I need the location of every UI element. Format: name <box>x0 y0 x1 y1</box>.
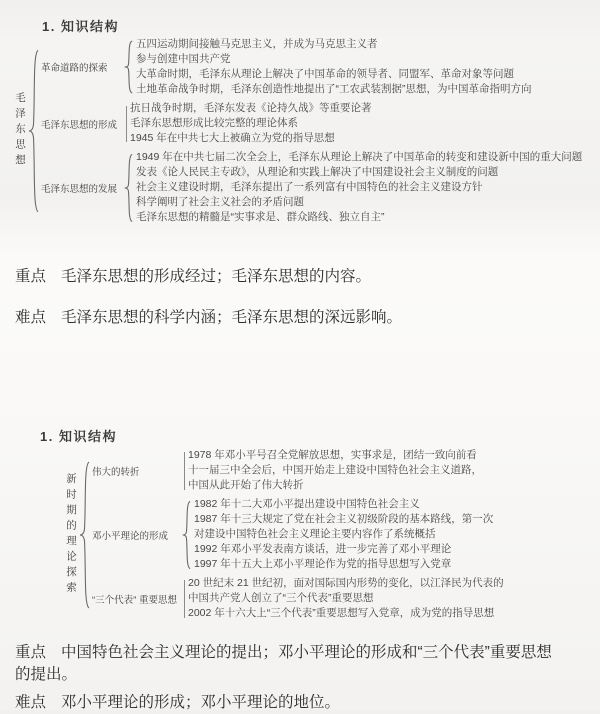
branch-label: “三个代表” 重要思想 <box>92 594 177 606</box>
curly-brace-glyph <box>78 459 90 611</box>
leaf-list <box>188 448 482 493</box>
branch-great-turning-point <box>92 448 504 493</box>
curly-brace-glyph <box>27 47 39 215</box>
tree-leaf: 1949 年在中共七届二次全会上，毛泽东从理论上解决了中国革命的转变和建设新中国的重大问题 <box>136 151 583 163</box>
tree-leaf: 中国共产党人创立了“三个代表”重要思想 <box>188 592 374 604</box>
difficult-point-label: 难点 <box>15 693 47 711</box>
knowledge-tree-mao <box>13 37 582 225</box>
curly-brace-glyph <box>181 500 191 570</box>
tree-leaf: 科学阐明了社会主义社会的矛盾问题 <box>136 196 304 208</box>
branch-brace <box>123 153 133 223</box>
difficult-point-text: 邓小平理论的形成；邓小平理论的地位。 <box>61 693 341 711</box>
leaf-list <box>130 101 372 146</box>
tree-leaf: 毛泽东思想形成比较完整的理论体系 <box>130 117 298 129</box>
tree-leaf: 大革命时期，毛泽东从理论上解决了中国革命的领导者、同盟军、革命对象等问题 <box>136 68 514 80</box>
curly-brace-glyph <box>123 153 133 223</box>
branch-list <box>92 448 504 621</box>
branch-connector-line <box>184 452 185 490</box>
tree-leaf: 1987 年十三大规定了党在社会主义初级阶段的基本路线，第一次 <box>194 513 494 525</box>
tree-leaf: 1997 年十五大上邓小平理论作为党的指导思想写入党章 <box>194 558 452 570</box>
branch-label: 邓小平理论的形成 <box>92 530 169 542</box>
leaf-list <box>136 150 582 225</box>
tree-leaf: 2002 年十六大上“三个代表”重要思想写入党章，成为党的指导思想 <box>188 607 495 619</box>
section2-heading: 1. 知识结构 <box>40 429 117 444</box>
branch-mao-thought-formation <box>41 101 582 146</box>
tree-leaf: 1992 年邓小平发表南方谈话，进一步完善了邓小平理论 <box>194 543 452 555</box>
key-point-paragraph <box>15 266 567 288</box>
tree-root-label: 新时期的理论探索 <box>65 472 77 597</box>
knowledge-tree-deng <box>64 448 504 621</box>
tree-leaf: 发表《论人民民主专政》，从理论和实践上解决了中国建设社会主义制度的问题 <box>136 166 499 178</box>
tree-leaf: 对建设中国特色社会主义理论主要内容作了系统概括 <box>194 528 436 540</box>
branch-revolutionary-road <box>41 37 582 97</box>
tree-leaf: 参与创建中国共产党 <box>136 53 231 65</box>
branch-connector-line <box>184 580 185 618</box>
branch-label: 伟大的转折 <box>92 466 140 478</box>
key-point-label: 重点 <box>15 643 47 661</box>
tree-leaf: 五四运动期间接触马克思主义，并成为马克思主义者 <box>136 38 378 50</box>
curly-brace-glyph <box>123 40 133 94</box>
tree-leaf: 社会主义建设时期，毛泽东提出了一系列富有中国特色的社会主义建设方针 <box>136 181 483 193</box>
branch-three-represents <box>92 576 504 621</box>
key-point-label: 重点 <box>15 267 47 285</box>
root-brace <box>27 47 39 215</box>
leaf-list <box>188 576 504 621</box>
branch-mao-thought-development <box>41 150 582 225</box>
branch-brace <box>123 40 133 94</box>
tree-leaf: 抗日战争时期，毛泽东发表《论持久战》等重要论著 <box>130 102 372 114</box>
tree-leaf: 中国从此开始了伟大转折 <box>188 479 304 491</box>
difficult-point-paragraph <box>15 692 567 714</box>
leaf-list <box>136 37 532 97</box>
tree-leaf: 20 世纪末 21 世纪初，面对国际国内形势的变化，以江泽民为代表的 <box>188 577 504 589</box>
difficult-point-label: 难点 <box>15 308 47 326</box>
branch-label: 毛泽东思想的发展 <box>41 183 118 195</box>
root-brace <box>78 459 90 611</box>
branch-label: 革命道路的探索 <box>41 63 108 74</box>
difficult-point-paragraph <box>15 307 567 329</box>
tree-leaf: 1945 年在中共七大上被确立为党的指导思想 <box>130 132 335 144</box>
tree-leaf: 毛泽东思想的精髓是“实事求是、群众路线、独立自主” <box>136 211 385 223</box>
branch-connector-line <box>126 106 127 142</box>
branch-label: 毛泽东思想的形成 <box>41 119 118 131</box>
section1-heading: 1. 知识结构 <box>42 19 119 34</box>
tree-root-label: 毛泽东思想 <box>14 92 26 170</box>
tree-leaf: 1982 年十二大邓小平提出建设中国特色社会主义 <box>194 498 420 510</box>
branch-deng-theory-formation <box>92 497 504 572</box>
leaf-list <box>194 497 493 572</box>
tree-leaf: 土地革命战争时期，毛泽东创造性地提出了“工农武装割据”思想，为中国革命指明方向 <box>136 83 532 95</box>
key-point-paragraph <box>15 642 567 686</box>
branch-brace <box>181 500 191 570</box>
tree-leaf: 十一届三中全会后，中国开始走上建设中国特色社会主义道路， <box>188 464 482 476</box>
tree-leaf: 1978 年邓小平号召全党解放思想，实事求是，团结一致向前看 <box>188 449 477 461</box>
key-point-text: 中国特色社会主义理论的提出；邓小平理论的形成和“三个代表”重要思想的提出。 <box>15 643 552 683</box>
key-point-text: 毛泽东思想的形成经过；毛泽东思想的内容。 <box>61 267 372 285</box>
branch-list <box>41 37 582 225</box>
difficult-point-text: 毛泽东思想的科学内涵；毛泽东思想的深远影响。 <box>61 308 403 326</box>
